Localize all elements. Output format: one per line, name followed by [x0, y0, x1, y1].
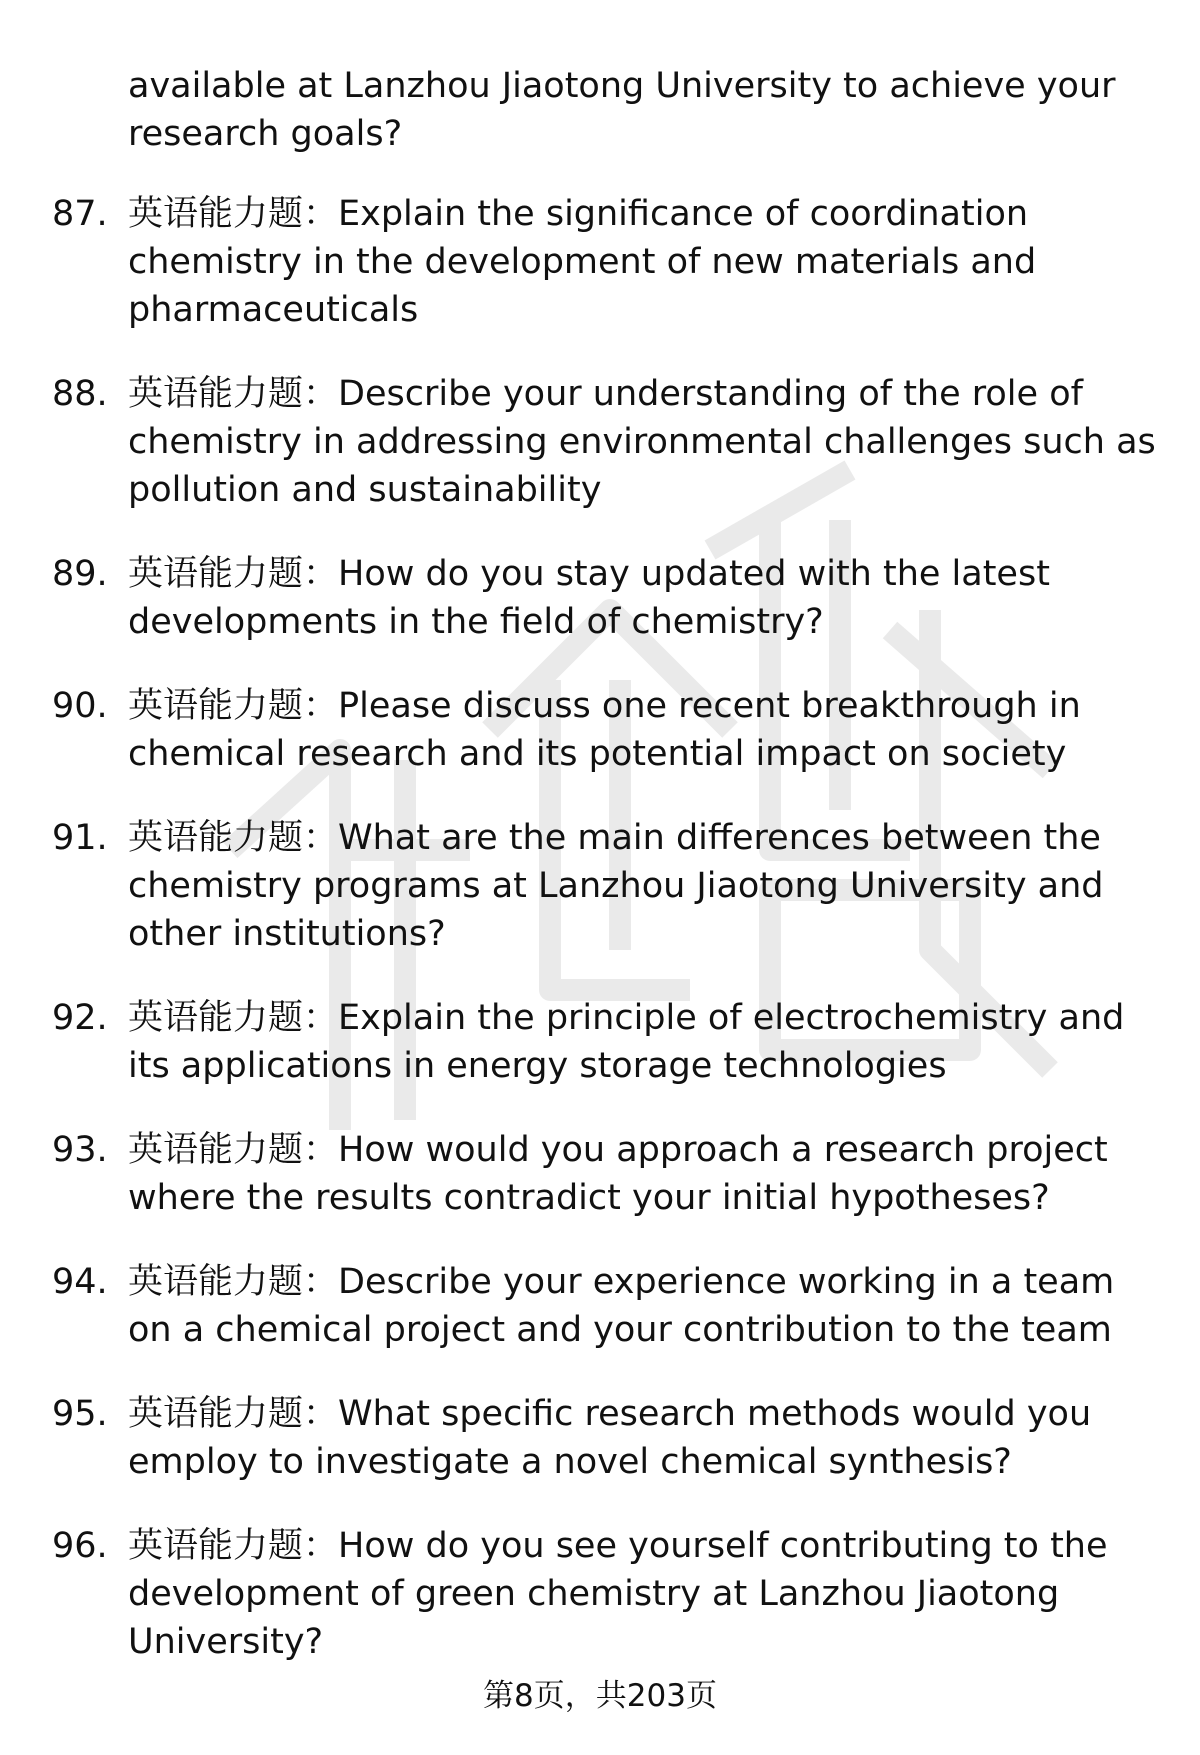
- question-body: [128, 814, 1158, 958]
- question-text: Please discuss one recent breakthrough in chemical research and its potential impact on society: [128, 686, 1081, 774]
- question-label: 英语能力题：: [128, 818, 339, 858]
- question-body: [128, 994, 1158, 1090]
- question-body: [128, 1390, 1158, 1486]
- question-number: 87.: [52, 194, 108, 234]
- question-body: [128, 1258, 1158, 1354]
- question-label: 英语能力题：: [128, 1262, 339, 1302]
- question-text: How would you approach a research project where the results contradict your initial hypotheses?: [128, 1130, 1108, 1218]
- question-text: Describe your understanding of the role of chemistry in addressing environmental challenges such as pollution and sustainability: [128, 374, 1156, 510]
- question-number: 94.: [52, 1262, 108, 1302]
- question-item: [0, 994, 1158, 1090]
- question-item: [0, 1258, 1158, 1354]
- question-text: Describe your experience working in a team on a chemical project and your contribution to the team: [128, 1262, 1115, 1350]
- question-number: 91.: [52, 818, 108, 858]
- question-label: 英语能力题：: [128, 554, 339, 594]
- question-number: 95.: [52, 1394, 108, 1434]
- question-label: 英语能力题：: [128, 1394, 339, 1434]
- question-body: [128, 682, 1158, 778]
- question-number: 90.: [52, 686, 108, 726]
- question-body: [128, 1522, 1158, 1666]
- question-item: [0, 370, 1158, 514]
- question-item: [0, 190, 1158, 334]
- question-item: [0, 682, 1158, 778]
- question-item: [0, 814, 1158, 958]
- question-label: 英语能力题：: [128, 998, 339, 1038]
- question-text: What are the main differences between the chemistry programs at Lanzhou Jiaotong University and other institutions?: [128, 818, 1104, 954]
- question-number: 93.: [52, 1130, 108, 1170]
- question-list: [0, 190, 1200, 1702]
- question-number: 88.: [52, 374, 108, 414]
- question-text: How do you stay updated with the latest developments in the field of chemistry?: [128, 554, 1050, 642]
- question-body: [128, 190, 1158, 334]
- question-text: Explain the principle of electrochemistry and its applications in energy storage technologies: [128, 998, 1125, 1086]
- question-body: [128, 1126, 1158, 1222]
- question-number: 92.: [52, 998, 108, 1038]
- question-text: How do you see yourself contributing to the development of green chemistry at Lanzhou Jiaotong University?: [128, 1526, 1108, 1662]
- continuation-text: available at Lanzhou Jiaotong University to achieve your research goals?: [128, 66, 1116, 154]
- question-item: [0, 1390, 1158, 1486]
- question-item: [0, 550, 1158, 646]
- page-footer: 第8页，共203页: [483, 1678, 717, 1714]
- question-label: 英语能力题：: [128, 1526, 339, 1566]
- question-item: [0, 1126, 1158, 1222]
- question-text: What specific research methods would you employ to investigate a novel chemical synthesis?: [128, 1394, 1092, 1482]
- question-body: [128, 370, 1158, 514]
- question-label: 英语能力题：: [128, 194, 339, 234]
- question-number: 89.: [52, 554, 108, 594]
- question-body: [128, 550, 1158, 646]
- question-text: Explain the significance of coordination chemistry in the development of new materials and pharmaceuticals: [128, 194, 1037, 330]
- question-label: 英语能力题：: [128, 374, 339, 414]
- question-number: 96.: [52, 1526, 108, 1566]
- question-label: 英语能力题：: [128, 686, 339, 726]
- question-item: [0, 1522, 1158, 1666]
- question-label: 英语能力题：: [128, 1130, 339, 1170]
